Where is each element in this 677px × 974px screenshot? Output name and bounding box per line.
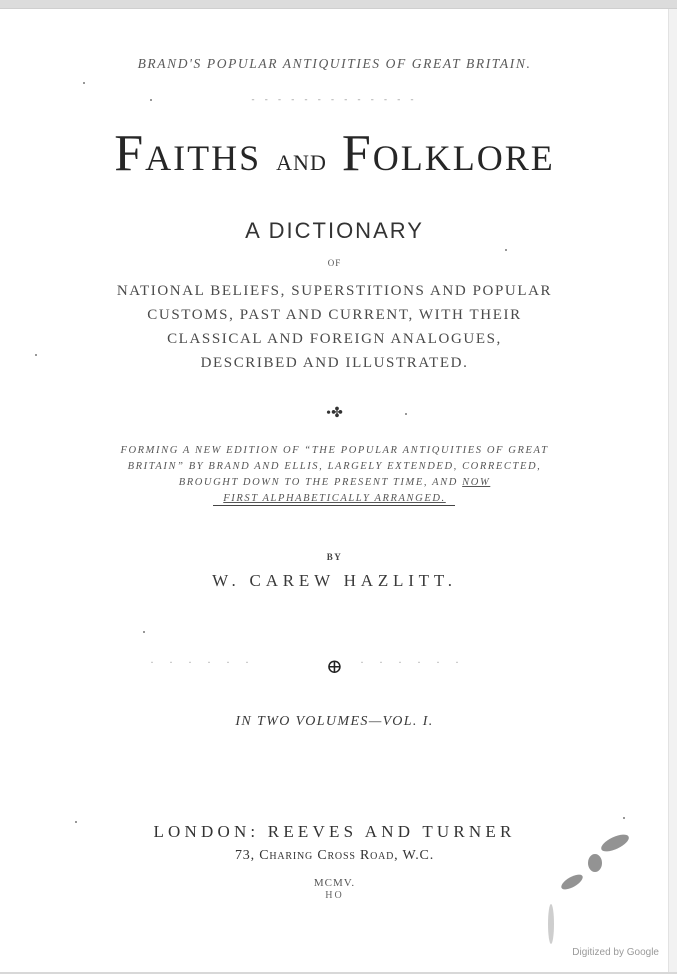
scan-speck (143, 631, 145, 633)
scan-speck (150, 99, 152, 101)
scan-speck (35, 354, 37, 356)
edition-now: NOW (462, 477, 491, 488)
shelf-mark: HO (325, 890, 344, 901)
scan-smudge (588, 854, 602, 872)
title-word-faiths: Faiths (114, 125, 262, 182)
title-word-folklore: Folklore (341, 125, 555, 182)
publisher-address: 73, Charing Cross Road, W.C. (235, 848, 434, 863)
scan-speck (83, 82, 85, 84)
publisher-imprint: LONDON: REEVES AND TURNER (153, 822, 516, 841)
printer-device-icon: ⊕ (326, 656, 343, 678)
edition-line-text: BROUGHT DOWN TO THE PRESENT TIME, AND (178, 477, 463, 488)
scan-speck (405, 413, 407, 415)
series-title: BRAND'S POPULAR ANTIQUITIES OF GREAT BRITAIN. (137, 56, 532, 71)
scan-speck (623, 817, 625, 819)
edition-line (0, 475, 669, 491)
of-label: OF (327, 258, 342, 268)
book-title (0, 119, 669, 198)
digitized-watermark: Digitized by Google (572, 947, 659, 958)
fleuron-ornament-icon: •✤ (326, 406, 343, 421)
description-line: NATIONAL BELIEFS, SUPERSTITIONS AND POPULAR (116, 283, 553, 299)
subtitle: A DICTIONARY (245, 218, 424, 243)
scan-smudge (548, 904, 554, 944)
scanned-page (0, 9, 669, 972)
edition-note (0, 443, 669, 507)
viewer-right-edge (668, 9, 677, 972)
description-line: CUSTOMS, PAST AND CURRENT, WITH THEIR (147, 307, 522, 323)
publication-year: MCMV. (313, 877, 356, 889)
edition-line: BRITAIN” BY BRAND AND ELLIS, LARGELY EXTENDED, CORRECTED, (127, 461, 542, 472)
scan-speck (505, 249, 507, 251)
dotted-ornament-left: · · · · · · (150, 655, 255, 669)
volume-note: IN TWO VOLUMES—VOL. I. (235, 714, 434, 729)
description-line: CLASSICAL AND FOREIGN ANALOGUES, (167, 331, 502, 347)
viewer-top-bar (0, 0, 677, 9)
edition-underline-rule (213, 505, 455, 506)
author-name: W. CAREW HAZLITT. (212, 571, 457, 590)
edition-line: FORMING A NEW EDITION OF “THE POPULAR ANTIQUITIES OF GREAT (120, 445, 549, 456)
scan-speck (75, 821, 77, 823)
description-line: DESCRIBED AND ILLUSTRATED. (200, 355, 469, 371)
description (0, 279, 669, 375)
edition-line: FIRST ALPHABETICALLY ARRANGED. (223, 493, 446, 504)
dotted-ornament-right: · · · · · · (360, 655, 465, 669)
decorative-rule: - - - - - - - - - - - - - (251, 94, 418, 104)
by-label: BY (326, 552, 343, 562)
title-word-and: AND (276, 150, 327, 175)
